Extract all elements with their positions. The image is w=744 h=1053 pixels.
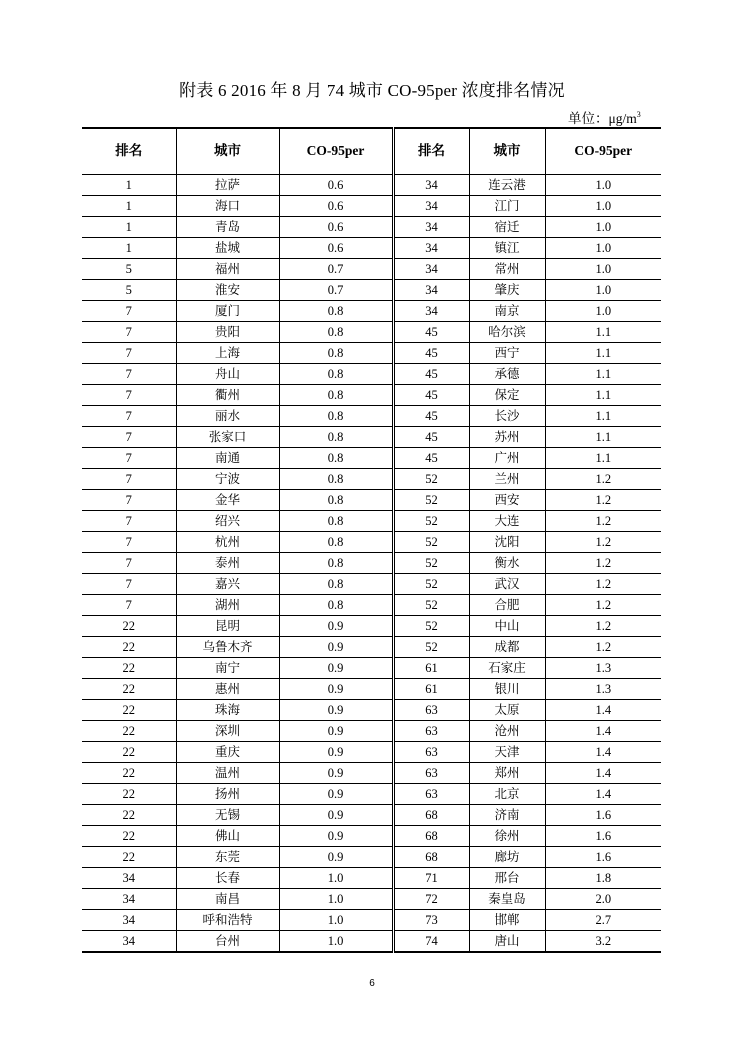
city-cell: 衢州 — [176, 384, 279, 405]
city-cell: 中山 — [469, 615, 545, 636]
city-cell: 镇江 — [469, 237, 545, 258]
table-row — [82, 216, 661, 237]
city-cell: 郑州 — [469, 762, 545, 783]
co-value-cell: 0.6 — [279, 216, 393, 237]
rank-cell: 22 — [82, 657, 176, 678]
co-value-cell: 0.8 — [279, 594, 393, 615]
city-cell: 天津 — [469, 741, 545, 762]
rank-cell: 45 — [393, 363, 469, 384]
rank-cell: 61 — [393, 678, 469, 699]
city-cell: 南宁 — [176, 657, 279, 678]
co-value-cell: 1.4 — [545, 762, 661, 783]
co-value-cell: 1.1 — [545, 384, 661, 405]
rank-cell: 22 — [82, 825, 176, 846]
co-value-cell: 1.0 — [279, 888, 393, 909]
city-cell: 沈阳 — [469, 531, 545, 552]
co-value-cell: 1.1 — [545, 342, 661, 363]
co-value-cell: 0.6 — [279, 237, 393, 258]
table-row — [82, 594, 661, 615]
rank-cell: 63 — [393, 720, 469, 741]
city-cell: 西宁 — [469, 342, 545, 363]
city-cell: 广州 — [469, 447, 545, 468]
city-cell: 贵阳 — [176, 321, 279, 342]
city-cell: 青岛 — [176, 216, 279, 237]
header-city-left: 城市 — [176, 128, 279, 174]
co-value-cell: 1.6 — [545, 804, 661, 825]
rank-cell: 7 — [82, 531, 176, 552]
rank-cell: 7 — [82, 489, 176, 510]
rank-cell: 34 — [82, 930, 176, 952]
city-cell: 南京 — [469, 300, 545, 321]
table-row — [82, 888, 661, 909]
co-value-cell: 0.8 — [279, 510, 393, 531]
co-value-cell: 0.8 — [279, 468, 393, 489]
city-cell: 嘉兴 — [176, 573, 279, 594]
rank-cell: 22 — [82, 636, 176, 657]
city-cell: 惠州 — [176, 678, 279, 699]
rank-cell: 22 — [82, 783, 176, 804]
co-value-cell: 1.2 — [545, 552, 661, 573]
co-value-cell: 1.0 — [545, 258, 661, 279]
city-cell: 温州 — [176, 762, 279, 783]
rank-cell: 34 — [393, 300, 469, 321]
city-cell: 厦门 — [176, 300, 279, 321]
table-row — [82, 300, 661, 321]
co-value-cell: 1.2 — [545, 489, 661, 510]
co-value-cell: 0.8 — [279, 300, 393, 321]
city-cell: 石家庄 — [469, 657, 545, 678]
city-cell: 廊坊 — [469, 846, 545, 867]
rank-cell: 22 — [82, 846, 176, 867]
rank-cell: 1 — [82, 195, 176, 216]
rank-cell: 5 — [82, 279, 176, 300]
table-row — [82, 531, 661, 552]
header-co-right: CO-95per — [545, 128, 661, 174]
rank-cell: 68 — [393, 846, 469, 867]
city-cell: 邯郸 — [469, 909, 545, 930]
rank-cell: 45 — [393, 405, 469, 426]
co-value-cell: 1.1 — [545, 447, 661, 468]
table-row — [82, 405, 661, 426]
co-value-cell: 0.8 — [279, 363, 393, 384]
table-row — [82, 321, 661, 342]
rank-cell: 7 — [82, 363, 176, 384]
table-row — [82, 489, 661, 510]
rank-cell: 22 — [82, 720, 176, 741]
co-value-cell: 0.9 — [279, 699, 393, 720]
table-row — [82, 426, 661, 447]
city-cell: 东莞 — [176, 846, 279, 867]
city-cell: 衡水 — [469, 552, 545, 573]
co-value-cell: 1.0 — [279, 909, 393, 930]
rank-cell: 52 — [393, 573, 469, 594]
table-row — [82, 615, 661, 636]
rank-cell: 52 — [393, 615, 469, 636]
rank-cell: 72 — [393, 888, 469, 909]
co-value-cell: 0.6 — [279, 174, 393, 195]
city-cell: 常州 — [469, 258, 545, 279]
rank-cell: 7 — [82, 510, 176, 531]
city-cell: 佛山 — [176, 825, 279, 846]
city-cell: 合肥 — [469, 594, 545, 615]
city-cell: 珠海 — [176, 699, 279, 720]
rank-cell: 22 — [82, 699, 176, 720]
table-row — [82, 909, 661, 930]
co-value-cell: 0.9 — [279, 846, 393, 867]
co-value-cell: 2.0 — [545, 888, 661, 909]
unit-superscript: 3 — [636, 110, 641, 119]
rank-cell: 45 — [393, 321, 469, 342]
city-cell: 绍兴 — [176, 510, 279, 531]
table-row — [82, 447, 661, 468]
table-row — [82, 741, 661, 762]
rank-cell: 45 — [393, 447, 469, 468]
city-cell: 南通 — [176, 447, 279, 468]
table-row — [82, 846, 661, 867]
city-cell: 福州 — [176, 258, 279, 279]
co-value-cell: 0.9 — [279, 762, 393, 783]
co-value-cell: 1.3 — [545, 657, 661, 678]
co-value-cell: 0.9 — [279, 720, 393, 741]
city-cell: 银川 — [469, 678, 545, 699]
table-row — [82, 363, 661, 384]
table-row — [82, 825, 661, 846]
rank-cell: 52 — [393, 510, 469, 531]
city-cell: 淮安 — [176, 279, 279, 300]
rank-cell: 52 — [393, 531, 469, 552]
rank-cell: 68 — [393, 804, 469, 825]
co-value-cell: 1.2 — [545, 510, 661, 531]
table-row — [82, 573, 661, 594]
city-cell: 扬州 — [176, 783, 279, 804]
co-value-cell: 1.4 — [545, 699, 661, 720]
table-row — [82, 384, 661, 405]
header-rank-right: 排名 — [393, 128, 469, 174]
co-value-cell: 0.8 — [279, 489, 393, 510]
city-cell: 苏州 — [469, 426, 545, 447]
co-value-cell: 0.9 — [279, 657, 393, 678]
city-cell: 秦皇岛 — [469, 888, 545, 909]
table-row — [82, 762, 661, 783]
city-cell: 舟山 — [176, 363, 279, 384]
city-cell: 承德 — [469, 363, 545, 384]
city-cell: 深圳 — [176, 720, 279, 741]
co-value-cell: 1.0 — [545, 300, 661, 321]
co-value-cell: 1.0 — [279, 930, 393, 952]
rank-cell: 34 — [393, 237, 469, 258]
co-value-cell: 1.2 — [545, 615, 661, 636]
table-row — [82, 720, 661, 741]
rank-cell: 68 — [393, 825, 469, 846]
city-cell: 拉萨 — [176, 174, 279, 195]
rank-cell: 22 — [82, 804, 176, 825]
co-value-cell: 1.1 — [545, 363, 661, 384]
rank-cell: 63 — [393, 783, 469, 804]
city-cell: 连云港 — [469, 174, 545, 195]
co-value-cell: 1.0 — [545, 279, 661, 300]
table-row — [82, 867, 661, 888]
rank-cell: 45 — [393, 384, 469, 405]
header-co-left: CO-95per — [279, 128, 393, 174]
city-cell: 大连 — [469, 510, 545, 531]
table-row — [82, 783, 661, 804]
city-cell: 长春 — [176, 867, 279, 888]
co-value-cell: 1.0 — [545, 237, 661, 258]
co-value-cell: 0.8 — [279, 321, 393, 342]
co-value-cell: 0.9 — [279, 741, 393, 762]
city-cell: 杭州 — [176, 531, 279, 552]
table-row — [82, 174, 661, 195]
co-value-cell: 0.9 — [279, 825, 393, 846]
city-cell: 沧州 — [469, 720, 545, 741]
rank-cell: 7 — [82, 405, 176, 426]
co-value-cell: 0.9 — [279, 615, 393, 636]
rank-cell: 52 — [393, 552, 469, 573]
rank-cell: 34 — [393, 216, 469, 237]
co-value-cell: 1.2 — [545, 573, 661, 594]
co-value-cell: 0.8 — [279, 384, 393, 405]
rank-cell: 7 — [82, 342, 176, 363]
rank-cell: 7 — [82, 594, 176, 615]
city-cell: 重庆 — [176, 741, 279, 762]
table-row — [82, 510, 661, 531]
rank-cell: 7 — [82, 447, 176, 468]
co-value-cell: 1.0 — [279, 867, 393, 888]
city-cell: 张家口 — [176, 426, 279, 447]
rank-cell: 74 — [393, 930, 469, 952]
rank-cell: 22 — [82, 762, 176, 783]
rank-cell: 45 — [393, 342, 469, 363]
city-cell: 盐城 — [176, 237, 279, 258]
city-cell: 乌鲁木齐 — [176, 636, 279, 657]
co-value-cell: 1.4 — [545, 783, 661, 804]
rank-cell: 73 — [393, 909, 469, 930]
co-value-cell: 1.1 — [545, 426, 661, 447]
city-cell: 宁波 — [176, 468, 279, 489]
rank-cell: 7 — [82, 468, 176, 489]
city-cell: 北京 — [469, 783, 545, 804]
city-cell: 西安 — [469, 489, 545, 510]
table-row — [82, 258, 661, 279]
city-cell: 湖州 — [176, 594, 279, 615]
rank-cell: 1 — [82, 174, 176, 195]
table-row — [82, 636, 661, 657]
co-value-cell: 1.2 — [545, 636, 661, 657]
rank-cell: 7 — [82, 321, 176, 342]
table-row — [82, 237, 661, 258]
city-cell: 无锡 — [176, 804, 279, 825]
rank-cell: 7 — [82, 573, 176, 594]
rank-cell: 34 — [82, 909, 176, 930]
co-value-cell: 1.6 — [545, 846, 661, 867]
co-value-cell: 1.4 — [545, 741, 661, 762]
unit-text: 单位：μg/m — [568, 111, 637, 126]
city-cell: 江门 — [469, 195, 545, 216]
co-value-cell: 0.8 — [279, 405, 393, 426]
co-value-cell: 1.1 — [545, 321, 661, 342]
rank-cell: 34 — [393, 174, 469, 195]
co-value-cell: 0.9 — [279, 678, 393, 699]
co-value-cell: 0.7 — [279, 258, 393, 279]
rank-cell: 52 — [393, 594, 469, 615]
header-rank-left: 排名 — [82, 128, 176, 174]
city-cell: 哈尔滨 — [469, 321, 545, 342]
city-cell: 长沙 — [469, 405, 545, 426]
table-row — [82, 657, 661, 678]
co-value-cell: 2.7 — [545, 909, 661, 930]
city-cell: 上海 — [176, 342, 279, 363]
table-row — [82, 678, 661, 699]
page-number: 6 — [369, 978, 375, 989]
co-value-cell: 1.3 — [545, 678, 661, 699]
table-row — [82, 930, 661, 952]
city-cell: 保定 — [469, 384, 545, 405]
page-title: 附表 6 2016 年 8 月 74 城市 CO-95per 浓度排名情况 — [179, 81, 565, 100]
city-cell: 宿迁 — [469, 216, 545, 237]
co-value-cell: 0.7 — [279, 279, 393, 300]
table-row — [82, 195, 661, 216]
co-value-cell: 1.1 — [545, 405, 661, 426]
rank-cell: 34 — [393, 279, 469, 300]
table-row — [82, 699, 661, 720]
co-value-cell: 1.2 — [545, 468, 661, 489]
city-cell: 台州 — [176, 930, 279, 952]
city-cell: 邢台 — [469, 867, 545, 888]
unit-label — [568, 107, 641, 127]
co-value-cell: 0.9 — [279, 636, 393, 657]
table-row — [82, 279, 661, 300]
rank-cell: 22 — [82, 678, 176, 699]
city-cell: 肇庆 — [469, 279, 545, 300]
city-cell: 呼和浩特 — [176, 909, 279, 930]
city-cell: 徐州 — [469, 825, 545, 846]
table-header-row — [82, 128, 661, 174]
city-cell: 南昌 — [176, 888, 279, 909]
rank-cell: 34 — [393, 258, 469, 279]
city-cell: 海口 — [176, 195, 279, 216]
co-value-cell: 1.2 — [545, 531, 661, 552]
co-value-cell: 0.8 — [279, 573, 393, 594]
city-cell: 唐山 — [469, 930, 545, 952]
table-row — [82, 552, 661, 573]
co-value-cell: 1.2 — [545, 594, 661, 615]
co-value-cell: 0.9 — [279, 783, 393, 804]
rank-cell: 7 — [82, 300, 176, 321]
rank-cell: 61 — [393, 657, 469, 678]
city-cell: 昆明 — [176, 615, 279, 636]
co-value-cell: 0.6 — [279, 195, 393, 216]
rank-cell: 45 — [393, 426, 469, 447]
table-row — [82, 804, 661, 825]
ranking-table — [82, 127, 661, 953]
rank-cell: 34 — [393, 195, 469, 216]
co-value-cell: 1.0 — [545, 195, 661, 216]
co-value-cell: 1.0 — [545, 174, 661, 195]
rank-cell: 1 — [82, 237, 176, 258]
header-city-right: 城市 — [469, 128, 545, 174]
co-value-cell: 0.8 — [279, 447, 393, 468]
co-value-cell: 1.4 — [545, 720, 661, 741]
co-value-cell: 1.8 — [545, 867, 661, 888]
co-value-cell: 1.6 — [545, 825, 661, 846]
co-value-cell: 0.8 — [279, 426, 393, 447]
rank-cell: 63 — [393, 699, 469, 720]
rank-cell: 63 — [393, 741, 469, 762]
table-row — [82, 468, 661, 489]
city-cell: 金华 — [176, 489, 279, 510]
city-cell: 成都 — [469, 636, 545, 657]
city-cell: 泰州 — [176, 552, 279, 573]
rank-cell: 63 — [393, 762, 469, 783]
rank-cell: 52 — [393, 489, 469, 510]
rank-cell: 1 — [82, 216, 176, 237]
co-value-cell: 0.8 — [279, 552, 393, 573]
city-cell: 武汉 — [469, 573, 545, 594]
rank-cell: 52 — [393, 636, 469, 657]
table-body — [82, 174, 661, 952]
rank-cell: 52 — [393, 468, 469, 489]
rank-cell: 7 — [82, 384, 176, 405]
rank-cell: 34 — [82, 888, 176, 909]
rank-cell: 5 — [82, 258, 176, 279]
rank-cell: 7 — [82, 552, 176, 573]
city-cell: 丽水 — [176, 405, 279, 426]
co-value-cell: 1.0 — [545, 216, 661, 237]
rank-cell: 7 — [82, 426, 176, 447]
rank-cell: 34 — [82, 867, 176, 888]
rank-cell: 71 — [393, 867, 469, 888]
co-value-cell: 0.9 — [279, 804, 393, 825]
rank-cell: 22 — [82, 615, 176, 636]
rank-cell: 22 — [82, 741, 176, 762]
city-cell: 太原 — [469, 699, 545, 720]
city-cell: 济南 — [469, 804, 545, 825]
city-cell: 兰州 — [469, 468, 545, 489]
table-row — [82, 342, 661, 363]
co-value-cell: 3.2 — [545, 930, 661, 952]
co-value-cell: 0.8 — [279, 531, 393, 552]
co-value-cell: 0.8 — [279, 342, 393, 363]
